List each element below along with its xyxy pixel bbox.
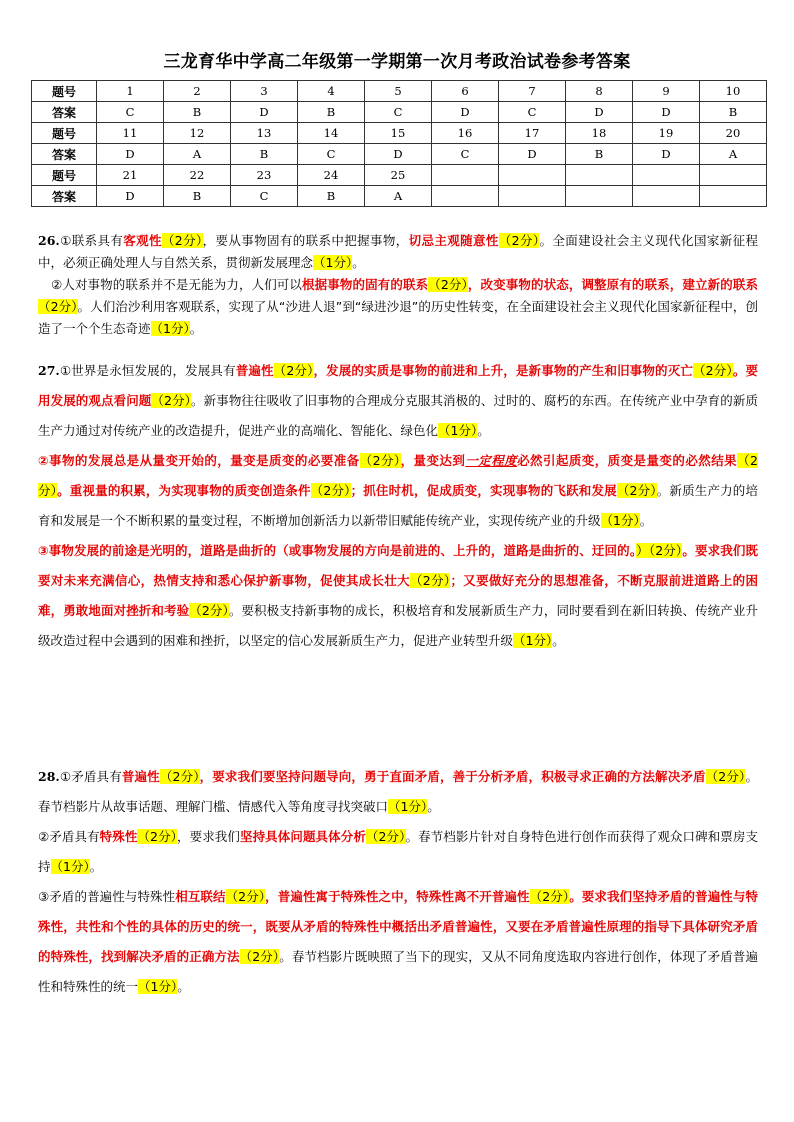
key-point: ，改变事物的状态，调整原有的联系，建立新的联系: [467, 277, 758, 292]
row-header-answer: 答案: [32, 102, 97, 123]
question-number: 27.: [38, 363, 60, 378]
answer-cell: C: [432, 144, 499, 165]
key-point: 相互联结: [175, 889, 226, 904]
answer-cell: A: [365, 186, 432, 207]
question-number-cell: 7: [499, 81, 566, 102]
answer-text: 。新质生产力的培育和发展是一个不断积累的量变过程，不断增加创新活力以新带旧赋能传统产业，实现传统产业的升级: [38, 483, 758, 528]
question-number-cell: 1: [97, 81, 164, 102]
answer-text: ①联系具有: [59, 233, 124, 248]
score-mark: （2分）: [409, 573, 451, 588]
q27-block: [38, 356, 758, 656]
answer-cell: [633, 186, 700, 207]
score-mark: （2分）: [161, 233, 203, 248]
answer-text: 。: [89, 859, 103, 874]
answer-cell: B: [231, 144, 298, 165]
score-mark: （1分）: [50, 859, 90, 874]
answer-text: 。: [352, 255, 365, 270]
key-point: 普遍性: [121, 769, 160, 784]
answer-text: 。: [427, 799, 440, 814]
question-number-cell: 24: [298, 165, 365, 186]
answer-text: 。: [189, 321, 203, 336]
question-number-cell: 10: [700, 81, 767, 102]
score-mark: （2分）: [359, 453, 401, 468]
score-mark: （2分）: [273, 363, 314, 378]
score-mark: （2分）: [616, 483, 657, 498]
answer-row: [32, 144, 767, 165]
key-point: ；又要做好充分的思想准备，不断克服前进道路上的困难，勇敢地面对挫折和考验: [38, 573, 758, 618]
key-point: 客观性: [123, 233, 162, 248]
score-mark: （2分）: [38, 299, 78, 314]
answer-text: ③矛盾的普遍性与特殊性: [38, 889, 176, 904]
answer-text: 。新事物往往吸收了旧事物的合理成分克服其消极的、过时的、腐朽的东西。在传统产业中孕育的新质生产力通过对传统产业的改造提升，促进产业的高端化、智能化、绿色化: [38, 393, 758, 438]
question-number-cell: 15: [365, 123, 432, 144]
answer-cell: B: [298, 102, 365, 123]
score-mark: （1分）: [513, 633, 553, 648]
answer-cell: C: [499, 102, 566, 123]
question-number-cell: 25: [365, 165, 432, 186]
answer-cell: D: [566, 102, 633, 123]
q26-p2: [38, 274, 758, 340]
answer-cell: C: [97, 102, 164, 123]
q28-block: [38, 762, 758, 1002]
q26-p1: [38, 230, 758, 274]
key-point: 。要用发展的观点看问题: [38, 363, 758, 408]
question-number-cell: 13: [231, 123, 298, 144]
q28-p1: [38, 762, 758, 822]
answer-text: ②矛盾具有: [38, 829, 100, 844]
question-number-cell: 22: [164, 165, 231, 186]
question-number-cell: 6: [432, 81, 499, 102]
question-number-cell: 2: [164, 81, 231, 102]
answer-text: 。: [477, 423, 490, 438]
answer-cell: C: [298, 144, 365, 165]
answer-cell: C: [365, 102, 432, 123]
q28-p2: [38, 822, 758, 882]
question-number-cell: 3: [231, 81, 298, 102]
key-point: 根据事物的固有的联系: [302, 277, 429, 292]
question-number: 28.: [38, 769, 60, 784]
answer-text: 。要积极支持新事物的成长，积极培育和发展新质生产力，同时要看到在新旧转换、传统产业升级改造过程中会遇到的困难和挫折，以坚定的信心发展新质生产力，促进产业转型升级: [38, 603, 758, 648]
q27-p3: [38, 536, 758, 656]
question-number: 26.: [38, 233, 60, 248]
answer-cell: [499, 186, 566, 207]
q26-block: [38, 230, 758, 340]
answer-text: 。全面建设社会主义现代化国家新征程中，必须正确处理人与自然关系，贯彻新发展理念: [38, 233, 758, 270]
question-number-row: [32, 81, 767, 102]
score-mark: （2分）: [225, 889, 266, 904]
answer-cell: D: [365, 144, 432, 165]
score-mark: （2分）: [428, 277, 468, 292]
score-mark: （1分）: [150, 321, 190, 336]
answer-text: ②人对事物的联系并不是无能为力，人们可以: [51, 277, 303, 292]
key-point: ，普遍性寓于特殊性之中，特殊性离不开普遍性: [265, 889, 530, 904]
score-mark: （1分）: [438, 423, 478, 438]
row-header-answer: 答案: [32, 144, 97, 165]
key-point: 。要求我们既要对未来充满信心，热情支持和悉心保护新事物，促使其成长壮大: [38, 543, 758, 588]
score-mark: （2分）: [137, 829, 178, 844]
question-number-cell: 18: [566, 123, 633, 144]
answer-text: ，要求我们: [177, 829, 240, 844]
answer-cell: A: [700, 144, 767, 165]
q27-p1: [38, 356, 758, 446]
answer-cell: B: [164, 186, 231, 207]
score-mark: （2分）: [498, 233, 540, 248]
answer-cell: C: [231, 186, 298, 207]
q28-p3: [38, 882, 758, 1002]
key-point: 切忌主观随意性: [408, 233, 499, 248]
score-mark: （1分）: [138, 979, 178, 994]
key-point: ，发展的实质是事物的前进和上升，是新事物的产生和旧事物的灭亡: [313, 363, 694, 378]
question-number-cell: 8: [566, 81, 633, 102]
answer-cell: D: [231, 102, 298, 123]
key-point: ，量变达到: [400, 453, 466, 468]
row-header-question: 题号: [32, 123, 97, 144]
score-mark: （2分）: [365, 829, 406, 844]
answer-row: [32, 102, 767, 123]
key-point: ；抓住时机，促成质变，实现事物的飞跃和发展: [350, 483, 617, 498]
score-mark: ）（2分）: [636, 543, 683, 558]
question-number-cell: 9: [633, 81, 700, 102]
question-number-cell: 19: [633, 123, 700, 144]
row-header-answer: 答案: [32, 186, 97, 207]
row-header-question: 题号: [32, 165, 97, 186]
question-number-cell: [633, 165, 700, 186]
answer-cell: D: [633, 102, 700, 123]
answer-cell: A: [164, 144, 231, 165]
answer-text: 。: [177, 979, 190, 994]
key-point: 特殊性: [99, 829, 138, 844]
answer-text: 。春节档影片从故事话题、理解门槛、情感代入等角度寻找突破口: [38, 769, 758, 814]
key-point: ，要求我们要坚持问题导向，勇于直面矛盾，善于分析矛盾，积极寻求正确的方法解决矛盾: [199, 769, 706, 784]
question-number-cell: [566, 165, 633, 186]
question-number-cell: 16: [432, 123, 499, 144]
question-number-cell: 5: [365, 81, 432, 102]
answer-text: ①矛盾具有: [59, 769, 122, 784]
answer-text: 。人们治沙利用客观联系，实现了从“沙进人退”到“绿进沙退”的历史性转变，在全面建设社会主义现代化国家新征程中，创造了一个个生态奇迹: [38, 299, 759, 336]
question-number-cell: [499, 165, 566, 186]
answer-cell: B: [566, 144, 633, 165]
answer-cell: B: [298, 186, 365, 207]
score-mark: （2分）: [159, 769, 200, 784]
answer-cell: D: [97, 144, 164, 165]
score-mark: （2分）: [239, 949, 280, 964]
key-point: ③事物发展的前途是光明的，道路是曲折的（或事物发展的方向是前进的、上升的，道路是曲折的、迂回的。: [38, 543, 637, 558]
answer-cell: [432, 186, 499, 207]
score-mark: （2分）: [529, 889, 570, 904]
answer-text: 。春节档影片针对自身特色进行创作而获得了观众口碑和票房支持: [38, 829, 758, 874]
answer-row: [32, 186, 767, 207]
answer-text: 。: [639, 513, 653, 528]
score-mark: （2分）: [705, 769, 746, 784]
answer-cell: B: [164, 102, 231, 123]
answer-table: [31, 80, 767, 207]
score-mark: （2分）: [693, 363, 733, 378]
answer-cell: D: [633, 144, 700, 165]
score-mark: （1分）: [313, 255, 353, 270]
question-number-cell: 12: [164, 123, 231, 144]
score-mark: （1分）: [600, 513, 640, 528]
q27-p2: [38, 446, 758, 536]
question-number-cell: 21: [97, 165, 164, 186]
answer-cell: [700, 186, 767, 207]
answer-text: 。春节档影片既映照了当下的现实，又从不同角度选取内容进行创作，体现了矛盾普遍性和特殊性的统一: [38, 949, 758, 994]
key-point: 一定程度: [465, 453, 518, 468]
score-mark: （2分）: [151, 393, 192, 408]
answer-cell: [566, 186, 633, 207]
key-point: 普遍性: [235, 363, 274, 378]
page-title: 三龙育华中学高二年级第一学期第一次月考政治试卷参考答案: [163, 52, 631, 72]
answer-text: ，要从事物固有的联系中把握事物，: [202, 233, 409, 248]
question-number-cell: 17: [499, 123, 566, 144]
answer-text: ①世界是永恒发展的，发展具有: [59, 363, 236, 378]
question-number-cell: [700, 165, 767, 186]
key-point: 。重视量的积累，为实现事物的质变创造条件: [57, 483, 311, 498]
question-number-cell: 11: [97, 123, 164, 144]
row-header-question: 题号: [32, 81, 97, 102]
question-number-row: [32, 165, 767, 186]
answer-cell: D: [432, 102, 499, 123]
question-number-cell: 4: [298, 81, 365, 102]
answer-cell: D: [499, 144, 566, 165]
key-point: 坚持具体问题具体分析: [240, 829, 366, 844]
score-mark: （2分）: [38, 453, 758, 498]
score-mark: （2分）: [189, 603, 229, 618]
key-point: ②事物的发展总是从量变开始的，量变是质变的必要准备: [38, 453, 360, 468]
answer-cell: D: [97, 186, 164, 207]
question-number-row: [32, 123, 767, 144]
question-number-cell: 20: [700, 123, 767, 144]
score-mark: （1分）: [388, 799, 428, 814]
key-point: 必然引起质变，质变是量变的必然结果: [517, 453, 738, 468]
score-mark: （2分）: [310, 483, 351, 498]
question-number-cell: 23: [231, 165, 298, 186]
answer-text: 。: [552, 633, 565, 648]
question-number-cell: [432, 165, 499, 186]
answer-cell: B: [700, 102, 767, 123]
key-point: 。要求我们坚持矛盾的普遍性与特殊性，共性和个性的具体的历史的统一，既要从矛盾的特殊性中概括出矛盾普遍性，又要在矛盾普遍性原理的指导下具体研究矛盾的特殊性，找到解决矛盾的正确方法: [38, 889, 758, 964]
question-number-cell: 14: [298, 123, 365, 144]
